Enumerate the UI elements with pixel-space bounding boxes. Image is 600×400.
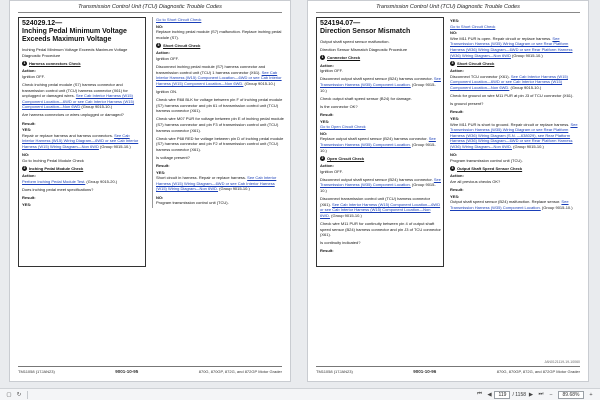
action-text: Perform Inching Pedal Module Test. (Group 9015-20.) <box>22 178 118 184</box>
result-text: Program transmission control unit (TCU). <box>450 157 523 163</box>
action-text: Disconnect output shaft speed sensor (B24) harness connector. See Transmission Harness (W35) Component Location. (Group 9015-10.) <box>320 76 441 93</box>
result-label: Result: <box>450 186 464 192</box>
footer-tm: TM11058 (17JAN23) <box>18 369 55 374</box>
zoom-out-icon[interactable]: − <box>549 391 553 398</box>
doc-link[interactable]: See Cab Interior Harness (W15) Component Location—6WD or see Cab Interior Harness (W15) Component Location—Non 6WD <box>22 93 135 110</box>
footer-machine: 870G, 870GP, 872G, and 872GP Motor Grader <box>496 369 580 374</box>
result-text: Short circuit in harness. Repair or replace harness. See Cab Interior Harness (W15) Wiring Diagram—6WD or see Cab Interior Harness (W15) Wiring Diagram—Non 6WD. (Group 9015-10.) <box>156 175 277 192</box>
toolbar-divider <box>27 391 28 399</box>
step-number: 3 <box>451 60 454 65</box>
no-label: NO: <box>22 152 30 157</box>
no-label: NO: <box>320 130 328 136</box>
question-text: Are all previous checks OK? <box>450 178 501 184</box>
first-page-icon[interactable]: ⏮ <box>476 391 482 397</box>
action-text: Disconnect output shaft speed sensor (B24) harness connector. See Transmission Harness (W35) Component Location. (Group 9015-10.) <box>320 176 441 194</box>
result-text: Go to Inching Pedal Module Check <box>22 157 84 163</box>
yes-label: YES: <box>156 169 166 175</box>
footer-tm: TM11058 (17JAN23) <box>316 369 353 374</box>
step-title: Connector Check <box>327 55 361 61</box>
step-2-heading <box>22 166 143 172</box>
doc-link[interactable]: See Transmission Harness (W35) Component Location. <box>320 176 441 188</box>
question-text: Is ground present? <box>450 101 484 107</box>
step-title: Open Circuit Check <box>327 155 365 161</box>
yes-label: YES: <box>320 118 330 124</box>
result-text: Wire M11 PUR is short to ground. Repair circuit or replace harness. See Transmission Harness (W35) Wiring Diagram or see Rear Platform Harness (W36) Wiring Diagram (S.N. —638029), see Rear Platform Harness (W36) Wiring Diagram—6WD or see Rear Platform Harness (W36) Wiring Diagram—Non 6WD. (Group 9015-10.) <box>450 121 578 149</box>
running-header: Transmission Control Unit (TCU) Diagnostic Trouble Codes <box>316 4 580 13</box>
pdf-page-right <box>307 0 589 382</box>
result-label: Result: <box>22 195 36 201</box>
intro-text: Output shaft speed sensor malfunction. <box>320 39 390 44</box>
procedure-box <box>18 17 146 267</box>
doc-link[interactable]: See Cab Interior Harness (W15) Component Location—6WD or see Cab Interior Harness (W15) Component Location—Non 6WD. <box>320 201 441 218</box>
dtc-title: Direction Sensor Mismatch <box>320 28 411 35</box>
question-text: Does inching pedal meet specifications? <box>22 186 94 192</box>
step-1-heading <box>22 61 143 67</box>
action-label: Action: <box>22 173 36 179</box>
step-2-heading <box>320 156 441 162</box>
step-title: Short Circuit Check <box>457 60 495 66</box>
footer-reference: JAN0121119-19-10060 <box>544 360 580 364</box>
doc-link[interactable]: See Cab Interior Harness (W15) Wiring Diagram—6WD or see Cab Interior Harness (W15) Wiring Diagram—Non 6WD <box>22 132 139 149</box>
footer-page-number: 9001-10-96 <box>413 369 437 374</box>
no-label: NO: <box>450 30 458 36</box>
action-text: Ignition OFF. <box>156 56 179 62</box>
action-text: Check wire P68 RED for voltage between pin D of inching pedal module (S7) harness connector and pin F2 of transmission control unit (TCU) harness connector (X61). <box>156 135 284 152</box>
doc-link[interactable]: See Transmission Harness (W35) Component Location. <box>320 76 441 88</box>
no-label: NO: <box>450 151 458 157</box>
procedure-column-right <box>450 17 582 213</box>
action-text: Ignition OFF. <box>22 73 45 79</box>
result-label: Result: <box>22 120 36 126</box>
intro-text: Inching Pedal Minimum Voltage Exceeds Maximum Voltage Diagnostic Procedure <box>22 47 128 58</box>
zoom-in-icon[interactable]: + <box>589 391 593 398</box>
dtc-code: 524029.12— <box>22 20 63 27</box>
doc-link[interactable]: See Transmission Harness (W35) Wiring Diagram or see Rear Platform Harness (W36) Wiring Diagram—6WD or see Rear Platform Harness (W36) Wiring Diagram—Non 6WD <box>450 35 573 58</box>
doc-link[interactable]: See Cab Interior Harness (W15) Component Location—6WD or see Cab Interior Harness (W15) Component Location—Non 6WD. <box>450 73 568 91</box>
result-label: Result: <box>450 109 464 115</box>
no-label: NO: <box>156 194 164 200</box>
question-text: Is continuity indicated? <box>320 240 361 246</box>
action-label: Action: <box>450 173 464 179</box>
action-label: Action: <box>450 68 464 74</box>
step-title: Inching Pedal Module Check <box>29 165 84 171</box>
footer-page-number: 9001-10-95 <box>115 369 139 374</box>
step-title: Output Shaft Speed Sensor Check <box>457 165 523 171</box>
result-text: Output shaft speed sensor (B24) malfunction. Replace sensor. See Transmission Harness (W35) Component Location. (Group 9015-10.) <box>450 199 573 210</box>
doc-link[interactable]: Go to Short Circuit Check <box>450 23 496 29</box>
yes-label: YES: <box>22 127 32 133</box>
result-label: Result: <box>320 248 334 254</box>
yes-label: YES: <box>22 201 32 207</box>
question-text: Is the connector OK? <box>320 103 358 109</box>
doc-link[interactable]: Go to Short Circuit Check <box>156 17 202 22</box>
procedure-box <box>316 17 444 267</box>
step-number: 4 <box>451 165 454 170</box>
action-text: Ignition ON. <box>156 89 178 95</box>
doc-link[interactable]: See Cab Interior Harness (W15) Wiring Diagram—6WD or see Cab Interior Harness (W15) Wiring Diagram—Non 6WD. <box>156 175 277 192</box>
step-1-heading <box>320 55 441 61</box>
pdf-page-left <box>9 0 291 382</box>
action-label: Action: <box>320 163 334 169</box>
next-page-icon[interactable]: ▶ <box>528 391 534 398</box>
intro-text: Direction Sensor Mismatch Diagnostic Procedure <box>320 47 408 53</box>
running-header: Transmission Control Unit (TCU) Diagnostic Trouble Codes <box>18 4 282 13</box>
result-text: Program transmission control unit (TCU). <box>156 200 229 206</box>
action-text: Check inching pedal module (S7) harness connector and transmission control unit (TCU) harness connector (X61) for unplugged or damaged wires. See Cab Interior Harness (W15) Component Location—6WD or see Cab Interior Harness (W15) Component Location—Non 6WD (Group 9015-10.) <box>22 81 135 110</box>
action-text: Ignition OFF. <box>320 168 343 174</box>
action-text: Check wire M07 PUR for voltage between pin E of inching pedal module (S7) harness connector and pin F3 of transmission control unit (TCU) harness connector (X61). <box>156 116 284 133</box>
action-text: Check wire R68 BLK for voltage between pin F of inching pedal module (S7) harness connector and pin 61 of transmission control unit (TCU) harness connector (X61). <box>156 97 283 114</box>
doc-link[interactable]: See Transmission Harness (W35) Wiring Diagram or see Rear Platform Harness (W36) Wiring Diagram (S.N. —638029), see Rear Platform Harness (W36) Wiring Diagram—6WD or see Rear Platform Harness (W36) Wiring Diagram—Non 6WD. <box>450 121 578 149</box>
zoom-level[interactable]: 89.68% <box>558 391 584 399</box>
dtc-code: 524194.07— <box>320 20 361 27</box>
footer-machine: 870G, 870GP, 872G, and 872GP Motor Grader <box>198 369 282 374</box>
action-text: Check for ground on wire M11 PUR at pin J3 of TCU connector (X61). <box>450 93 574 99</box>
yes-label: YES: <box>450 115 460 121</box>
action-text: Ignition OFF. <box>320 68 343 74</box>
procedure-column-right <box>152 17 284 208</box>
question-text: Are harness connectors or wires unplugged or damaged? <box>22 112 124 118</box>
step-number: 1 <box>321 55 324 60</box>
fit-page-icon[interactable]: ▢ <box>6 391 12 398</box>
result-text: Replace inching pedal module (S7) malfunction. Replace inching pedal module (S7). <box>156 29 282 40</box>
result-text: Replace output shaft speed sensor (B24) harness connector. See Transmission Harness (W35) Component Location. (Group 9015-10.) <box>320 136 436 153</box>
doc-link[interactable]: See Transmission Harness (W35) Component Location. <box>450 199 569 210</box>
action-text: Disconnect inching pedal module (S7) harness connector and transmission control unit (TCU) 1 harness connector (X61). See Cab Interior Harness (W15) Component Location—6WD or see Cab Interior Harness (W15) Component Location—Non 6WD. (Group 9015-10.) <box>156 64 282 86</box>
result-text: Repair or replace harness and harness connectors. See Cab Interior Harness (W15) Wiring Diagram—6WD or see Cab Interior Harness (W15) Wiring Diagram—Non 6WD (Group 9015-10.) <box>22 132 139 149</box>
zoom-controls <box>546 390 600 399</box>
step-number: 1 <box>23 60 26 65</box>
page-footer <box>18 366 282 374</box>
step-3-heading <box>450 61 582 67</box>
page-number-input[interactable] <box>494 391 510 399</box>
result-label: Result: <box>320 111 334 117</box>
action-text: Check wire M11 PUR for continuity between pin 4 of output shaft speed sensor (B24) harness connector and pin J3 of TCU connector (X61). <box>320 221 441 238</box>
doc-link[interactable]: Go to Open Circuit Check <box>320 124 366 130</box>
yes-label: YES: <box>450 193 460 199</box>
step-3-heading <box>156 43 284 49</box>
step-title: Harness connectors Check <box>29 60 81 66</box>
last-page-icon[interactable]: ⏭ <box>538 391 544 397</box>
step-number: 3 <box>157 43 160 48</box>
result-text: Wire M11 PUR is open. Repair circuit or replace harness. See Transmission Harness (W35) Wiring Diagram or see Rear Platform Harness (W36) Wiring Diagram—6WD or see Rear Platform Harness (W36) Wiring Diagram—Non 6WD (Group 9015-10.) <box>450 35 573 58</box>
action-label: Action: <box>156 50 170 56</box>
result-label: Result: <box>156 163 170 169</box>
action-text: Disconnect TCU connector (X61). See Cab Interior Harness (W15) Component Location—6WD or see Cab Interior Harness (W15) Component Location—Non 6WD. (Group 9015-10.) <box>450 73 568 91</box>
doc-link[interactable]: See Transmission Harness (W35) Component Location. <box>320 136 436 147</box>
rotate-icon[interactable]: ↻ <box>16 391 22 398</box>
doc-link[interactable]: See Cab Interior Harness (W15) Component Location—6WD or see Cab Interior Harness (W15) Component Location—Non 6WD. <box>156 69 282 86</box>
doc-link[interactable]: Perform Inching Pedal Module Test. <box>22 178 86 184</box>
action-text: Disconnect transmission control unit (TCU) harness connector (X61). See Cab Interior Harness (W15) Component Location—6WD or see Cab Interior Harness (W15) Component Location—Non 6WD. (Group 9015-10.) <box>320 196 441 218</box>
step-title: Short Circuit Check <box>163 42 201 48</box>
page-total-label: / 1158 <box>512 391 526 398</box>
no-label: NO: <box>156 23 164 29</box>
yes-label: YES: <box>450 18 460 23</box>
dtc-title: Inching Pedal Minimum Voltage Exceeds Maximum Voltage <box>22 28 127 43</box>
viewer-toolbar <box>0 388 600 400</box>
question-text: Is voltage present? <box>156 154 190 160</box>
prev-page-icon[interactable]: ◀ <box>487 391 492 398</box>
page-footer <box>316 360 580 374</box>
action-label: Action: <box>22 68 36 74</box>
action-text: Check output shaft speed sensor (B24) for damage. <box>320 95 412 101</box>
step-number: 2 <box>321 155 324 160</box>
step-4-heading <box>450 166 582 172</box>
action-label: Action: <box>320 62 334 68</box>
step-number: 2 <box>23 165 26 170</box>
